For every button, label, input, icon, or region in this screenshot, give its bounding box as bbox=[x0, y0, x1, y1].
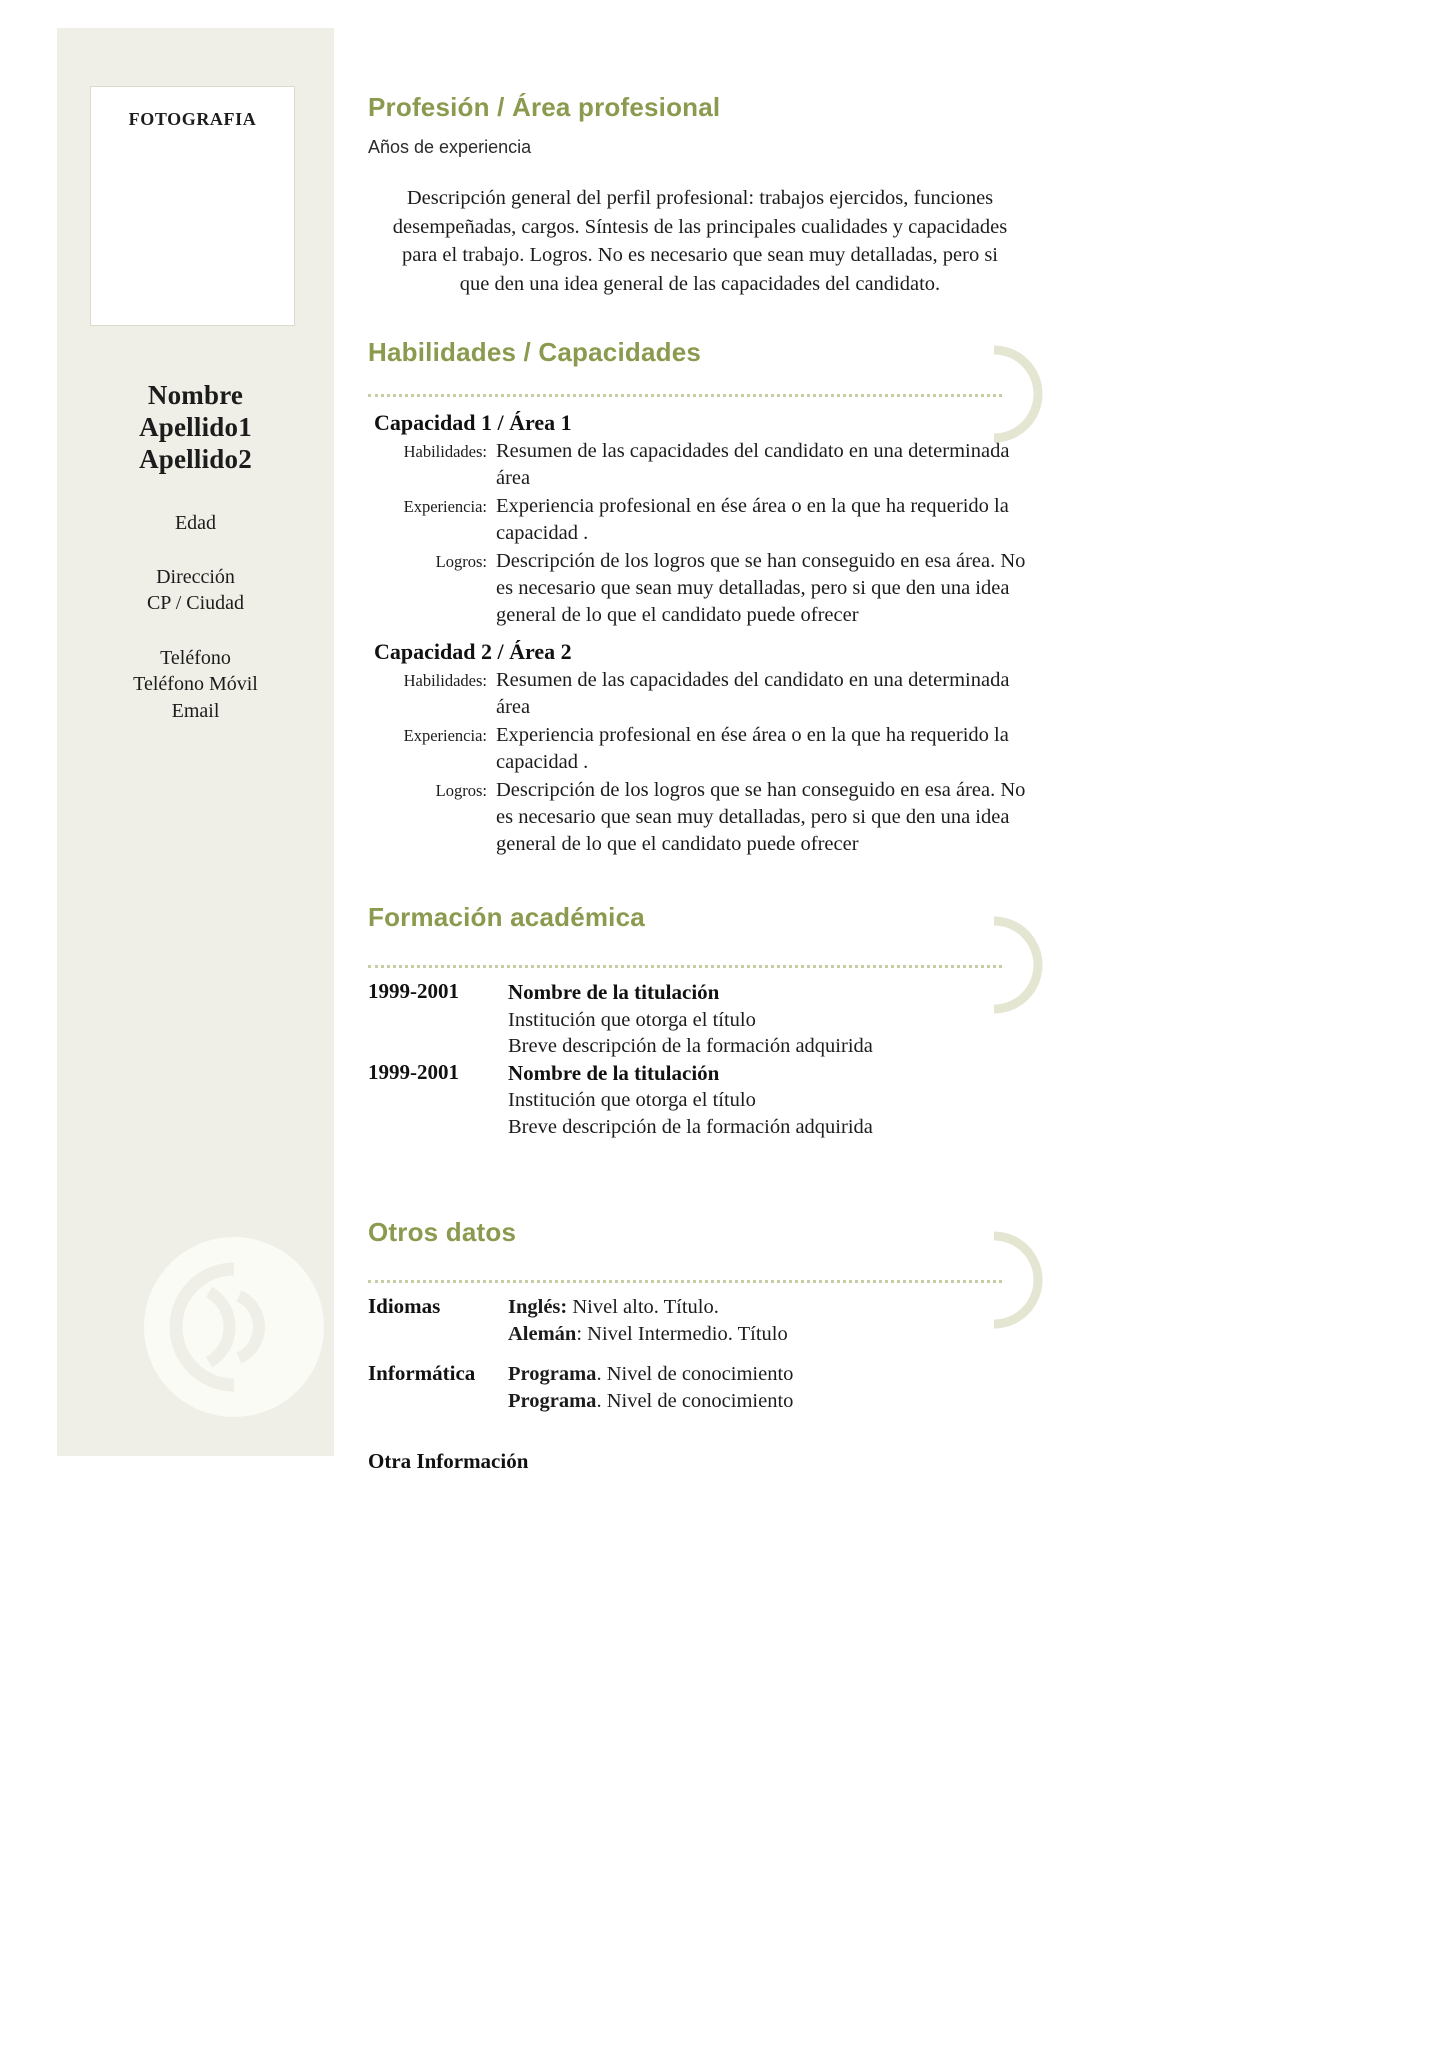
skills-section-title: Habilidades / Capacidades bbox=[368, 336, 702, 367]
education-degree: Nombre de la titulación bbox=[508, 1060, 720, 1085]
software-name: Programa bbox=[508, 1362, 597, 1385]
sidebar-personal-info bbox=[57, 380, 334, 724]
education-entry bbox=[368, 1060, 1028, 1141]
skill-row-label: Logros: bbox=[435, 781, 487, 801]
skill-row-label: Experiencia: bbox=[403, 726, 487, 746]
software-item bbox=[508, 1388, 1028, 1415]
education-entry bbox=[368, 979, 1028, 1060]
language-detail: : Nivel Intermedio. Título bbox=[576, 1323, 788, 1346]
address-city: CP / Ciudad bbox=[146, 592, 245, 615]
education-divider bbox=[368, 953, 1028, 979]
candidate-name bbox=[57, 380, 334, 476]
decorative-logo-watermark bbox=[143, 1236, 325, 1418]
other-section-title: Otros datos bbox=[368, 1216, 517, 1247]
software-item bbox=[508, 1361, 1028, 1388]
software-detail: . Nivel de conocimiento bbox=[596, 1389, 794, 1412]
education-years: 1999-2001 bbox=[368, 979, 459, 1004]
other-divider bbox=[368, 1268, 1028, 1294]
language-detail: Nivel alto. Título. bbox=[567, 1295, 719, 1318]
skill-heading: Capacidad 1 / Área 1 bbox=[374, 409, 572, 435]
candidate-surname-2: Apellido2 bbox=[139, 443, 252, 474]
skill-row-label: Habilidades: bbox=[403, 671, 487, 691]
education-description: Breve descripción de la formación adquirida bbox=[508, 1115, 873, 1138]
contact-email: Email bbox=[171, 699, 220, 722]
skill-row-value: Experiencia profesional en ése área o en la que ha requerido la capacidad . bbox=[496, 494, 1009, 544]
skill-row bbox=[368, 722, 1028, 776]
candidate-address bbox=[57, 564, 334, 617]
skills-divider bbox=[368, 382, 1028, 408]
candidate-surname-1: Apellido1 bbox=[139, 411, 252, 442]
candidate-contact bbox=[57, 645, 334, 724]
software-detail: . Nivel de conocimiento bbox=[596, 1362, 794, 1385]
language-name: Alemán bbox=[508, 1323, 577, 1346]
skill-row-value: Resumen de las capacidades del candidato en una determinada área bbox=[496, 669, 1010, 719]
skill-row-label: Habilidades: bbox=[403, 441, 487, 461]
language-item bbox=[508, 1321, 1028, 1348]
section-education bbox=[368, 902, 1028, 1140]
education-years: 1999-2001 bbox=[368, 1059, 459, 1084]
skill-row-value: Experiencia profesional en ése área o en la que ha requerido la capacidad . bbox=[496, 724, 1009, 774]
photo-placeholder-box[interactable] bbox=[90, 86, 295, 326]
candidate-age: Edad bbox=[174, 511, 217, 534]
education-institution: Institución que otorga el título bbox=[508, 1089, 756, 1112]
photo-placeholder-label: FOTOGRAFIA bbox=[128, 109, 257, 129]
section-other-data bbox=[368, 1217, 1028, 1475]
profile-summary: Descripción general del perfil profesional: trabajos ejercidos, funciones desempeñadas, cargos. Síntesis de las principales cualidades y capacidades para el trabajo. Logros. No es necesario que sean muy detalladas, pero si que den una idea general de las capacidades del candidato. bbox=[392, 187, 1008, 296]
sidebar bbox=[57, 28, 334, 1456]
skill-block bbox=[368, 639, 1028, 858]
dotted-rule bbox=[368, 1280, 1002, 1283]
languages-body bbox=[508, 1294, 1028, 1349]
skill-row-label: Logros: bbox=[435, 551, 487, 571]
software-label: Informática bbox=[368, 1360, 476, 1385]
contact-phone: Teléfono bbox=[160, 646, 231, 669]
education-section-title: Formación académica bbox=[368, 902, 645, 933]
dotted-rule bbox=[368, 394, 1002, 397]
extra-info-label: Otra Información bbox=[368, 1449, 529, 1474]
software-body bbox=[508, 1361, 1028, 1416]
experience-years: Años de experiencia bbox=[368, 137, 532, 157]
education-description: Breve descripción de la formación adquirida bbox=[508, 1035, 873, 1058]
decorative-arc-icon bbox=[988, 915, 1048, 1015]
languages-row bbox=[368, 1294, 1028, 1349]
decorative-arc-icon bbox=[988, 344, 1048, 444]
skill-row-value: Resumen de las capacidades del candidato en una determinada área bbox=[496, 439, 1010, 489]
dotted-rule bbox=[368, 965, 1002, 968]
education-institution: Institución que otorga el título bbox=[508, 1008, 756, 1031]
skill-row bbox=[368, 777, 1028, 858]
skill-row bbox=[368, 667, 1028, 721]
skill-row-label: Experiencia: bbox=[403, 496, 487, 516]
address-street: Dirección bbox=[156, 565, 235, 588]
candidate-first-name: Nombre bbox=[147, 380, 244, 410]
language-name: Inglés: bbox=[508, 1295, 568, 1318]
education-body bbox=[508, 1060, 1028, 1141]
education-body bbox=[508, 979, 1028, 1060]
decorative-arc-icon bbox=[988, 1230, 1048, 1330]
skill-row-value: Descripción de los logros que se han conseguido en esa área. No es necesario que sean muy detalladas, pero si que den una idea general de lo que el candidato puede ofrecer bbox=[496, 779, 1026, 856]
education-degree: Nombre de la titulación bbox=[508, 980, 720, 1005]
skill-row bbox=[368, 493, 1028, 547]
skill-row-value: Descripción de los logros que se han conseguido en esa área. No es necesario que sean muy detalladas, pero si que den una idea general de lo que el candidato puede ofrecer bbox=[496, 549, 1026, 627]
skill-heading: Capacidad 2 / Área 2 bbox=[374, 639, 572, 665]
skill-row bbox=[368, 438, 1028, 492]
section-skills bbox=[368, 337, 1028, 859]
software-row bbox=[368, 1361, 1028, 1416]
software-name: Programa bbox=[508, 1389, 597, 1412]
contact-mobile: Teléfono Móvil bbox=[133, 673, 258, 696]
languages-label: Idiomas bbox=[368, 1293, 441, 1318]
language-item bbox=[508, 1294, 1028, 1321]
main-content bbox=[368, 92, 1028, 1474]
page-title: Profesión / Área profesional bbox=[368, 92, 721, 122]
skill-row bbox=[368, 548, 1028, 629]
skill-block bbox=[368, 410, 1028, 629]
